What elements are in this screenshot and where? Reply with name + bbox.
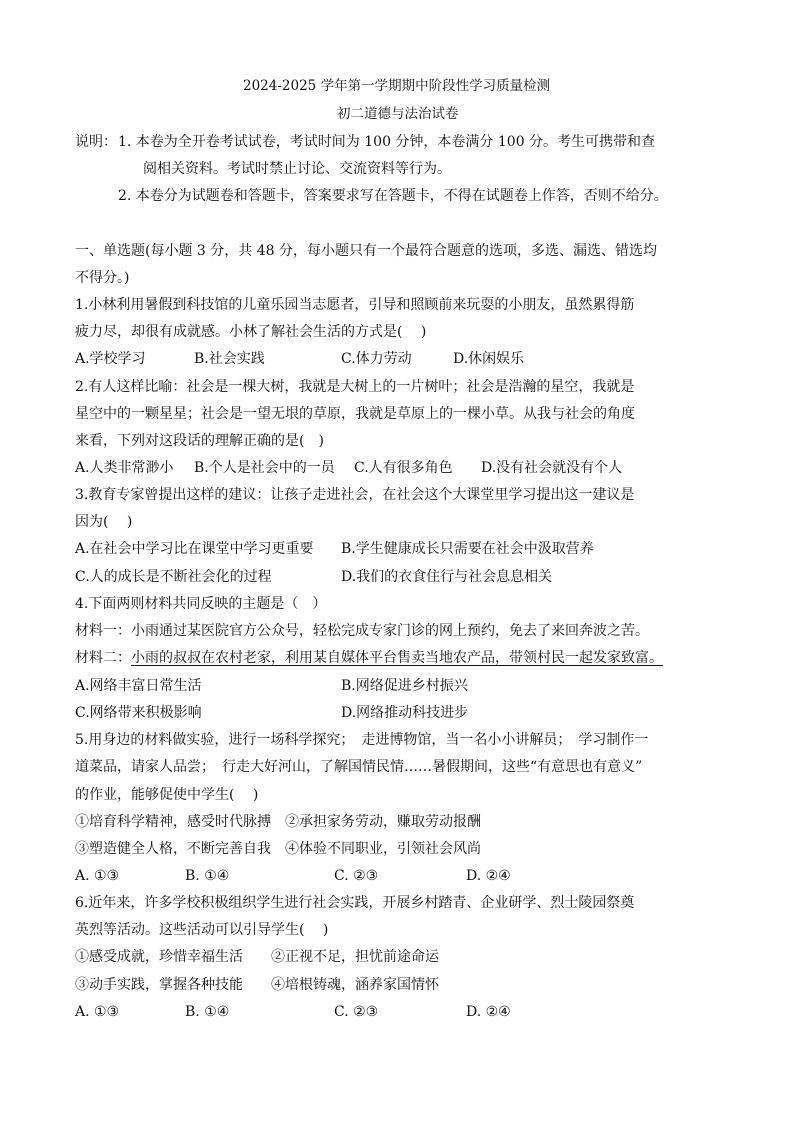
instruction-1-line2: 阅相关资料。考试时禁止讨论、交流资料等行为。 <box>143 161 451 177</box>
q2-option-c: C.人有很多角色 <box>354 460 453 476</box>
q5-option-a: A. ①③ <box>75 868 120 884</box>
q5-option-b: B. ①④ <box>185 868 230 884</box>
q4-option-b: B.网络促进乡村振兴 <box>341 678 468 694</box>
exam-title: 2024-2025 学年第一学期期中阶段性学习质量检测 <box>243 78 551 94</box>
q1-option-d: D.休闲娱乐 <box>453 351 525 367</box>
q6-statements-1: ①感受成就，珍惜幸福生活 ②正视不足，担忧前途命运 <box>75 949 439 965</box>
q2-option-d: D.没有社会就没有个人 <box>481 460 623 476</box>
instructions-label: 说明： <box>75 134 117 150</box>
q3-option-c: C.人的成长是不断社会化的过程 <box>75 569 272 585</box>
q5-option-d: D. ②④ <box>466 868 511 884</box>
instruction-1-line1: 1. 本卷为全开卷考试试卷，考试时间为 100 分钟，本卷满分 100 分。考生可携带和查 <box>118 134 656 150</box>
exam-subtitle: 初二道德与法治试卷 <box>337 106 459 122</box>
q5-line3: 的作业，能够促使中学生( ) <box>75 787 259 803</box>
instruction-2: 2. 本卷分为试题卷和答题卡，答案要求写在答题卡，不得在试题卷上作答，否则不给分。 <box>118 188 668 204</box>
q3-option-d: D.我们的衣食住行与社会息息相关 <box>341 569 553 585</box>
q4-line1: 4.下面两则材料共同反映的主题是（ ） <box>75 596 327 612</box>
q1-option-b: B.社会实践 <box>194 351 265 367</box>
q6-option-c: C. ②③ <box>334 1004 379 1020</box>
q2-option-a: A.人类非常渺小 <box>75 460 174 476</box>
section-heading-line1: 一、单选题(每小题 3 分，共 48 分，每小题只有一个最符合题意的选项，多选、漏选、错选均 <box>75 243 657 259</box>
q6-line2: 英烈等活动。这些活动可以引导学生( ) <box>75 922 329 938</box>
q6-option-a: A. ①③ <box>75 1004 120 1020</box>
q2-line1: 2.有人这样比喻：社会是一棵大树，我就是大树上的一片树叶；社会是浩瀚的星空，我就是 <box>75 379 635 395</box>
q1-line1: 1.小林利用暑假到科技馆的儿童乐园当志愿者，引导和照顾前来玩耍的小朋友，虽然累得筋 <box>75 297 635 313</box>
q4-option-c: C.网络带来积极影响 <box>75 705 202 721</box>
q5-statements-2: ③塑造健全人格，不断完善自我 ④体验不同职业，引领社会风尚 <box>75 841 481 857</box>
q4-option-d: D.网络推动科技进步 <box>341 705 469 721</box>
q5-option-c: C. ②③ <box>334 868 379 884</box>
q1-option-a: A.学校学习 <box>75 351 146 367</box>
q1-line2: 疲力尽，却很有成就感。小林了解社会生活的方式是( ) <box>75 324 427 340</box>
section-heading-line2: 不得分。) <box>75 270 130 286</box>
q3-option-b: B.学生健康成长只需要在社会中汲取营养 <box>341 541 594 557</box>
q5-line1: 5.用身边的材料做实验，进行一场科学探究； 走进博物馆，当一名小小讲解员； 学习制作一 <box>75 732 649 748</box>
q4-material-2-label: 材料二： <box>75 650 131 666</box>
q6-option-d: D. ②④ <box>466 1004 511 1020</box>
q2-line2: 星空中的一颗星星；社会是一望无垠的草原，我就是草原上的一棵小草。从我与社会的角度 <box>75 406 635 422</box>
q3-line1: 3.教育专家曾提出这样的建议：让孩子走进社会，在社会这个大课堂里学习提出这一建议是 <box>75 487 635 503</box>
q5-statements-1: ①培育科学精神，感受时代脉搏 ②承担家务劳动，赚取劳动报酬 <box>75 814 481 830</box>
q4-material-1: 材料一：小雨通过某医院官方公众号，轻松完成专家门诊的网上预约，免去了来回奔波之苦。 <box>75 623 649 639</box>
q1-option-c: C.体力劳动 <box>341 351 412 367</box>
q4-material-2-text: 小雨的叔叔在农村老家，利用某自媒体平台售卖当地农产品，带领村民一起发家致富。 <box>131 650 663 666</box>
q6-statements-2: ③动手实践，掌握各种技能 ④培根铸魂，涵养家国情怀 <box>75 977 439 993</box>
q5-line2: 道菜品，请家人品尝； 行走大好河山，了解国情民情……暑假期间，这些“有意思也有意义” <box>75 759 643 775</box>
q3-option-a: A.在社会中学习比在课堂中学习更重要 <box>75 541 314 557</box>
q4-option-a: A.网络丰富日常生活 <box>75 678 202 694</box>
q4-material-2 <box>75 649 663 667</box>
q6-option-b: B. ①④ <box>185 1004 230 1020</box>
q2-line3: 来看，下列对这段话的理解正确的是( ) <box>75 433 324 449</box>
q2-option-b: B.个人是社会中的一员 <box>194 460 335 476</box>
q6-line1: 6.近年来，许多学校积极组织学生进行社会实践，开展乡村踏青、企业研学、烈士陵园祭奠 <box>75 895 635 911</box>
q3-line2: 因为( ) <box>75 514 133 530</box>
